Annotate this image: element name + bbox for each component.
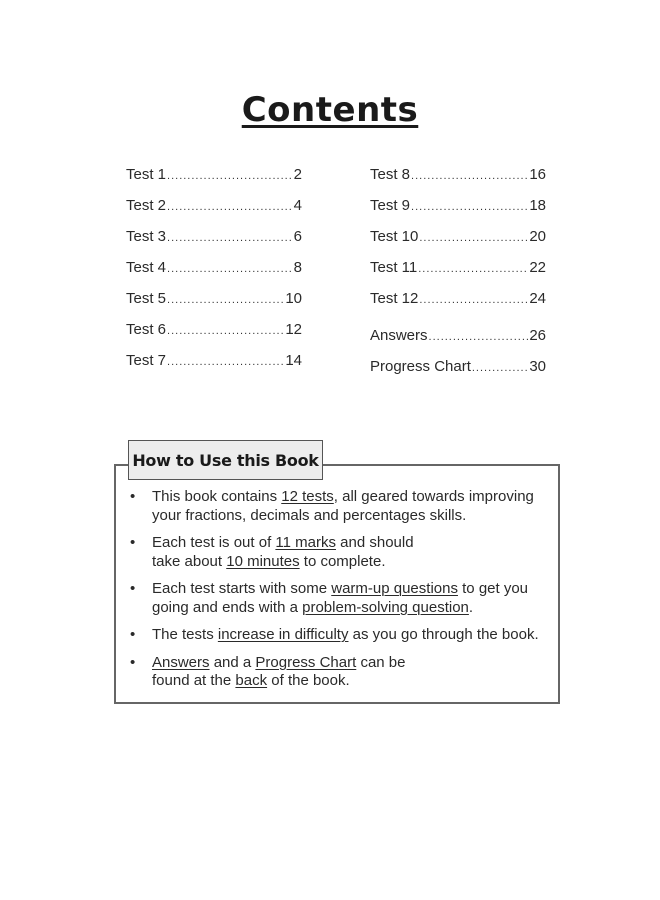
- how-to-bullet: [130, 534, 550, 571]
- toc-entry[interactable]: [126, 290, 302, 321]
- toc-entry-page: 18: [529, 197, 546, 214]
- bullet-icon: •: [130, 580, 136, 597]
- toc-entry-label: Test 11: [370, 259, 418, 276]
- bullet-text: as you go through the book.: [348, 626, 539, 643]
- toc-entry[interactable]: [126, 321, 302, 352]
- page-title-text: Contents: [241, 90, 419, 130]
- bullet-text: The tests: [152, 626, 218, 643]
- bullet-text: can be: [356, 653, 406, 671]
- bullet-text: to get you going and ends with a: [152, 580, 529, 616]
- toc-entry-label: Test 5: [126, 290, 167, 307]
- page-title: [0, 90, 660, 130]
- toc-dot-leader: [167, 290, 284, 307]
- toc-entry[interactable]: [370, 259, 546, 290]
- toc-dot-leader: [167, 166, 293, 183]
- toc-dot-leader: [167, 321, 284, 338]
- toc-entry-page: 8: [293, 259, 302, 276]
- toc-entry[interactable]: [370, 197, 546, 228]
- toc-entry[interactable]: [370, 228, 546, 259]
- bullet-text: take about: [152, 552, 227, 570]
- toc-right-column: [370, 166, 546, 389]
- toc-entry[interactable]: [126, 352, 302, 383]
- toc-entry-page: 14: [285, 352, 302, 369]
- toc-entry[interactable]: [370, 290, 546, 321]
- toc-entry-page: 30: [529, 358, 546, 375]
- emphasis-text: 10 minutes: [226, 552, 300, 570]
- toc-entry-label: Test 7: [126, 352, 167, 369]
- bullet-icon: •: [130, 653, 136, 671]
- toc-entry-page: 12: [285, 321, 302, 338]
- bullet-text: , all geared towards improving your fractions, decimals and percentages skills.: [152, 488, 534, 524]
- toc-entry-label: Test 8: [370, 166, 411, 183]
- toc-entry[interactable]: [126, 259, 302, 290]
- toc-entry-label: Test 6: [126, 321, 167, 338]
- toc-dot-leader: [167, 352, 284, 369]
- toc-entry-page: 26: [529, 327, 546, 344]
- how-to-use-list: [130, 488, 550, 700]
- toc-entry-label: Test 1: [126, 166, 167, 183]
- bullet-text: Each test starts with some: [152, 580, 332, 597]
- toc-entry-label: Test 4: [126, 259, 167, 276]
- emphasis-text: problem-solving question: [302, 598, 469, 616]
- how-to-bullet: [130, 488, 550, 525]
- bullet-text: Each test is out of: [152, 534, 276, 551]
- toc-entry-page: 4: [293, 197, 302, 214]
- emphasis-text: 11 marks: [275, 534, 336, 551]
- emphasis-text: Progress Chart: [255, 653, 357, 671]
- toc-dot-leader: [419, 290, 528, 307]
- toc-dot-leader: [472, 358, 528, 375]
- bullet-text: This book contains: [152, 488, 282, 505]
- emphasis-text: Answers: [152, 653, 210, 671]
- bullet-text: .: [468, 598, 474, 616]
- toc-dot-leader: [167, 228, 293, 245]
- toc-entry[interactable]: [370, 358, 546, 389]
- toc-entry-page: 24: [529, 290, 546, 307]
- bullet-text: of the book.: [267, 672, 350, 689]
- toc-dot-leader: [429, 327, 529, 344]
- how-to-bullet: [130, 626, 550, 645]
- bullet-icon: •: [130, 534, 136, 551]
- toc-entry-label: Answers: [370, 327, 428, 344]
- toc-entry[interactable]: [370, 327, 546, 358]
- toc-entry[interactable]: [126, 228, 302, 259]
- how-to-bullet: [130, 580, 550, 617]
- bullet-text: to complete.: [299, 552, 386, 570]
- toc-left-column: [126, 166, 302, 383]
- toc-entry[interactable]: [126, 197, 302, 228]
- toc-entry-page: 20: [529, 228, 546, 245]
- emphasis-text: back: [235, 672, 268, 689]
- toc-entry-label: Test 9: [370, 197, 411, 214]
- toc-entry-label: Test 2: [126, 197, 167, 214]
- toc-dot-leader: [419, 228, 528, 245]
- toc-entry-page: 6: [293, 228, 302, 245]
- toc-entry[interactable]: [126, 166, 302, 197]
- bullet-text: and a: [209, 653, 256, 671]
- emphasis-text: warm-up questions: [331, 580, 458, 597]
- toc-dot-leader: [411, 197, 528, 214]
- toc-entry[interactable]: [370, 166, 546, 197]
- toc-dot-leader: [411, 166, 528, 183]
- toc-entry-label: Test 3: [126, 228, 167, 245]
- toc-dot-leader: [418, 259, 528, 276]
- toc-entry-page: 10: [285, 290, 302, 307]
- toc-entry-label: Test 12: [370, 290, 419, 307]
- toc-dot-leader: [167, 197, 293, 214]
- toc-entry-label: Progress Chart: [370, 358, 471, 375]
- toc-entry-page: 22: [529, 259, 546, 276]
- how-to-use-heading: How to Use this Book: [128, 440, 323, 480]
- toc-entry-label: Test 10: [370, 228, 419, 245]
- bullet-text: and should: [335, 534, 414, 551]
- bullet-icon: •: [130, 626, 136, 643]
- toc-dot-leader: [167, 259, 293, 276]
- toc-entry-page: 2: [293, 166, 302, 183]
- bullet-icon: •: [130, 488, 136, 505]
- emphasis-text: increase in difficulty: [217, 626, 349, 643]
- how-to-bullet: [130, 654, 550, 691]
- toc-entry-page: 16: [529, 166, 546, 183]
- emphasis-text: 12 tests: [281, 488, 334, 505]
- bullet-text: found at the: [152, 672, 236, 689]
